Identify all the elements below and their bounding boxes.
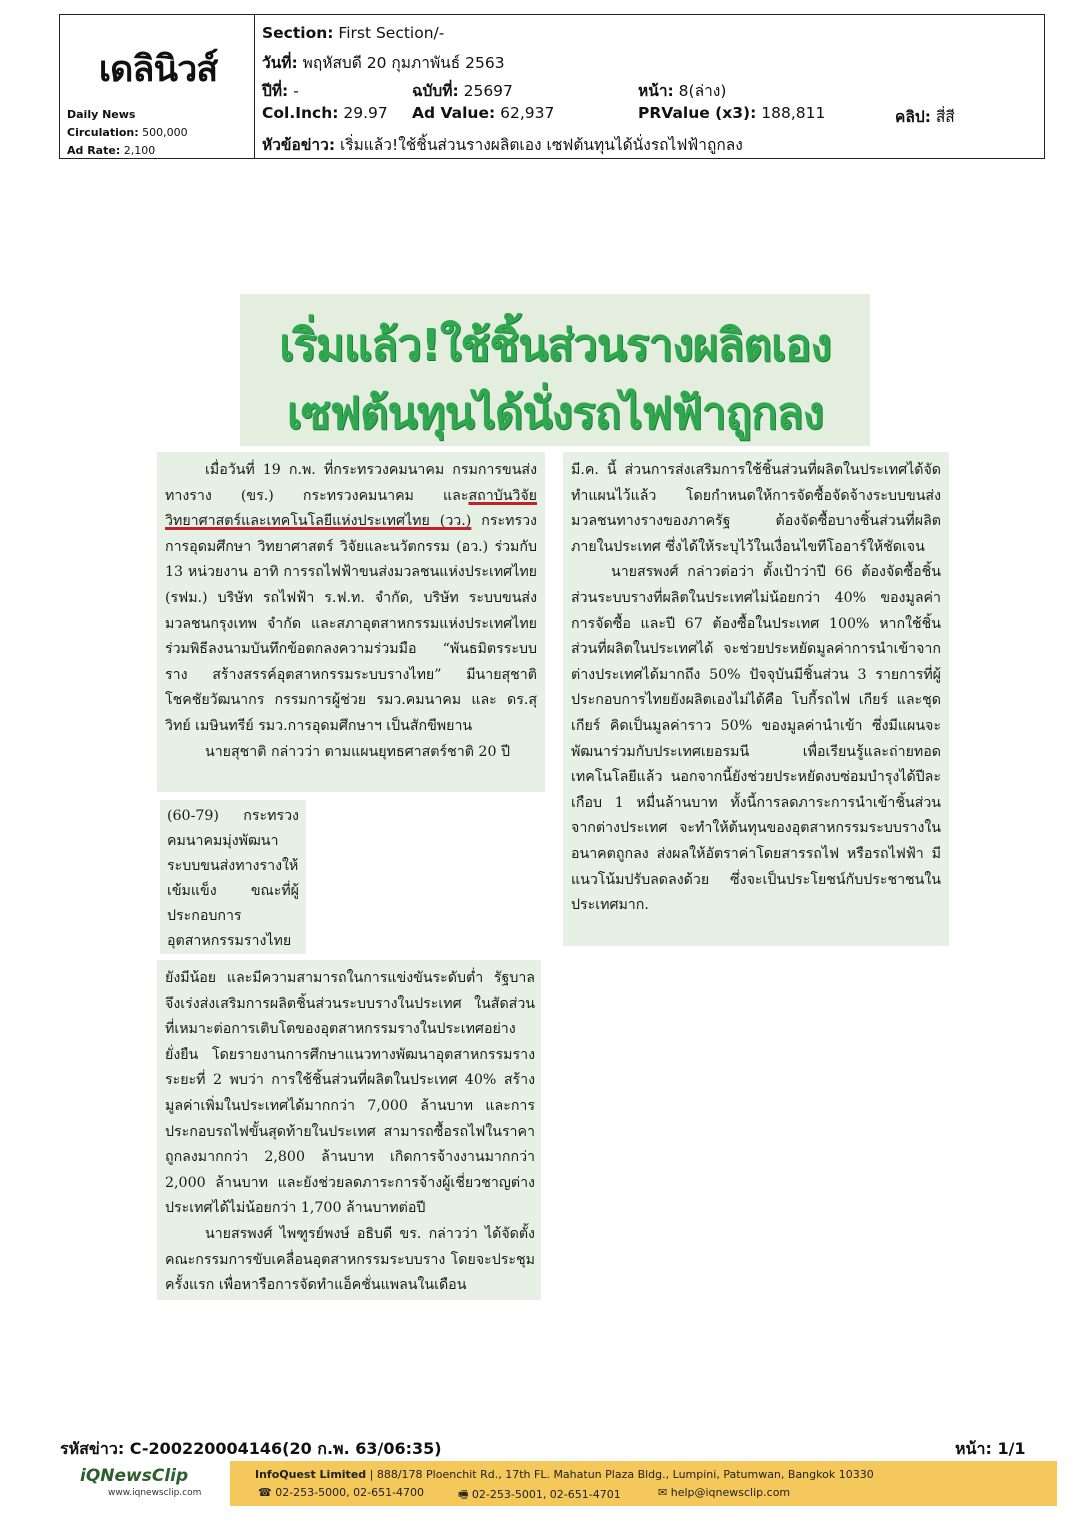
email-icon: ✉ [658,1486,668,1499]
iqnewsclip-logo: iQNewsClip [80,1466,189,1486]
paper-english-name: Daily News [67,108,136,121]
page-indicator: หน้า: 1/1 [955,1439,1026,1458]
headline-field: หัวข้อข่าว: เริ่มแล้ว!ใช้ชิ้นส่วนรางผลิตเอง เซฟต้นทุนได้นั่งรถไฟฟ้าถูกลง [262,136,743,154]
phone-line: ☎ 02-253-5000, 02-651-4700 [258,1486,425,1499]
advalue-field: Ad Value: 62,937 [412,104,555,122]
colinch-field: Col.Inch: 29.97 [262,104,388,122]
paragraph-2: นายสุชาติ กล่าวว่า ตามแผนยุทธศาสตร์ชาติ 20 ปี [205,743,510,760]
paragraph-6: นายสรพงศ์ กล่าวต่อว่า ตั้งเป้าว่าปี 66 ต้องจัดซื้อชิ้นส่วนระบบรางที่ผลิตในประเทศไม่น้อยกว่า 40% ของมูลค่าการจัดซื้อ และปี 67 ต้องซื้อในประเทศ 100% หากใช้ชิ้นส่วนที่ผลิตในประเทศได้ จะช่วยประหยัดมูลค่าการนำเข้าจากต่างประเทศได้มากถึง 50% ปัจจุบันมีชิ้นส่วน 3 รายการที่ผู้ประกอบการไทยยังผลิตเองไม่ได้คือ โบกี้รถไฟ เกียร์ และชุดเกียร์ คิดเป็นมูลค่าราว 50% ของมูลค่านำเข้า ซึ่งมีแผนจะพัฒนาร่วมกับประเทศเยอรมนี เพื่อเรียนรู้และถ่ายทอดเทคโนโลยีแล้ว นอกจากนี้ยังช่วยประหยัดงบซ่อมบำรุงได้ปีละเกือบ 1 หมื่นล้านบาท ทั้งนี้การลดภาระการนำเข้าชิ้นส่วนจากต่างประเทศ จะทำให้ต้นทุนของอุตสาหกรรมระบบรางในอนาคตถูกลง ส่งผลให้อัตราค่าโดยสารรถไฟ หรือรถไฟฟ้า มีแนวโน้มปรับลดลงด้วย ซึ่งจะเป็นประโยชน์กับประชาชนในประเทศมาก. [571,564,941,914]
underlined-institute: สถาบันวิจัยวิทยาศาสตร์และเทคโนโลยีแห่งประเทศไทย (วว.) [165,487,537,530]
year-field: ปีที่: - [262,82,299,100]
page-field: หน้า: 8(ล่าง) [638,82,727,100]
column-1-narrow-text: (60-79) กระทรวงคมนาคมมุ่งพัฒนาระบบขนส่งทางรางให้เข้มแข็ง ขณะที่ผู้ประกอบการอุตสาหกรรมรางไทย [167,808,299,949]
issue-field: ฉบับที่: 25697 [412,82,513,100]
paragraph-5: มี.ค. นี้ ส่วนการส่งเสริมการใช้ชิ้นส่วนที่ผลิตในประเทศได้จัดทำแผนไว้แล้ว โดยกำหนดให้การจัดซื้อจัดจ้างระบบขนส่งมวลชนทางรางของภาครัฐ ต้องจัดซื้อบางชิ้นส่วนที่ผลิตภายในประเทศ ซึ่งได้ให้ระบุไว้ในเงื่อนไขทีโออาร์ให้ชัดเจน [571,462,941,555]
date-field: วันที่: พฤหัสบดี 20 กุมภาพันธ์ 2563 [262,54,505,72]
email-line: ✉ help@iqnewsclip.com [658,1486,791,1499]
prvalue-field: PRValue (x3): 188,811 [638,104,826,122]
column-1-text-a [165,458,537,788]
paragraph-4: นายสรพงศ์ ไพฑูรย์พงษ์ อธิบดี ขร. กล่าวว่า ได้จัดตั้งคณะกรรมการขับเคลื่อนอุตสาหกรรมระบบราง โดยจะประชุมครั้งแรก เพื่อหารือการจัดทำแอ็คชั่นแพลนในเดือน [165,1225,535,1294]
section-field: Section: First Section/- [262,24,445,42]
headline-line-2: เซฟต้นทุนได้นั่งรถไฟฟ้าถูกลง [286,388,824,439]
column-2-text [571,458,941,942]
clip-field: คลิป: สี่สี [895,108,955,126]
fax-icon: 🖷 [458,1488,469,1501]
news-code: รหัสข่าว: C-200220004146(20 ก.พ. 63/06:35) [60,1439,442,1458]
phone-icon: ☎ [258,1486,272,1499]
circulation: Circulation: 500,000 [67,126,188,139]
newspaper-logo: เดลินิวส์ [98,49,218,90]
header-divider [254,14,255,159]
iqnewsclip-url: www.iqnewsclip.com [108,1488,202,1498]
column-1-text-b [165,966,535,1296]
fax-line: 🖷 02-253-5001, 02-651-4701 [458,1488,621,1501]
company-address: InfoQuest Limited | 888/178 Ploenchit Rd., 17th FL. Mahatun Plaza Bldg., Lumpini, Patumwan, Bangkok 10330 [255,1468,874,1481]
ad-rate: Ad Rate: 2,100 [67,144,156,157]
headline-line-1: เริ่มแล้ว!ใช้ชิ้นส่วนรางผลิตเอง [279,320,831,371]
paragraph-1: เมื่อวันที่ 19 ก.พ. ที่กระทรวงคมนาคม กรมการขนส่งทางราง (ขร.) กระทรวงคมนาคม และสถาบันวิจัยวิทยาศาสตร์และเทคโนโลยีแห่งประเทศไทย (วว.) กระทรวงการอุดมศึกษา วิทยาศาสตร์ วิจัยและนวัตกรรม (อว.) ร่วมกับ 13 หน่วยงาน อาทิ การรถไฟฟ้าขนส่งมวลชนแห่งประเทศไทย (รฟม.) บริษัท รถไฟฟ้า ร.ฟ.ท. จำกัด, บริษัท ระบบขนส่งมวลชนกรุงเทพ จำกัด และสภาอุตสาหกรรมแห่งประเทศไทย ร่วมพิธีลงนามบันทึกข้อตกลงความร่วมมือ “พันธมิตรระบบราง สร้างสรรค์อุตสาหกรรมระบบรางไทย” มีนายสุชาติ โชคชัยวัฒนากร กรรมการผู้ช่วย รมว.คมนาคม และ ดร.สุวิทย์ เมษินทรีย์ รมว.การอุดมศึกษาฯ เป็นสักขีพยาน [165,462,537,734]
paragraph-3: ยังมีน้อย และมีความสามารถในการแข่งขันระดับต่ำ รัฐบาลจึงเร่งส่งเสริมการผลิตชิ้นส่วนระบบรางในประเทศ ในสัดส่วนที่เหมาะต่อการเติบโตของอุตสาหกรรมรางในประเทศอย่างยั่งยืน โดยรายงานการศึกษาแนวทางพัฒนาอุตสาหกรรมรางระยะที่ 2 พบว่า การใช้ชิ้นส่วนที่ผลิตในประเทศ 40% สร้างมูลค่าเพิ่มในประเทศได้มากกว่า 7,000 ล้านบาท และการประกอบรถไฟขั้นสุดท้ายในประเทศ สามารถซื้อรถไฟในราคาถูกลงมากกว่า 2,800 ล้านบาท เกิดการจ้างงานมากกว่า 2,000 ล้านบาท และยังช่วยลดภาระการจ้างผู้เชี่ยวชาญต่างประเทศได้ไม่น้อยกว่า 1,700 ล้านบาทต่อปี [165,970,535,1217]
